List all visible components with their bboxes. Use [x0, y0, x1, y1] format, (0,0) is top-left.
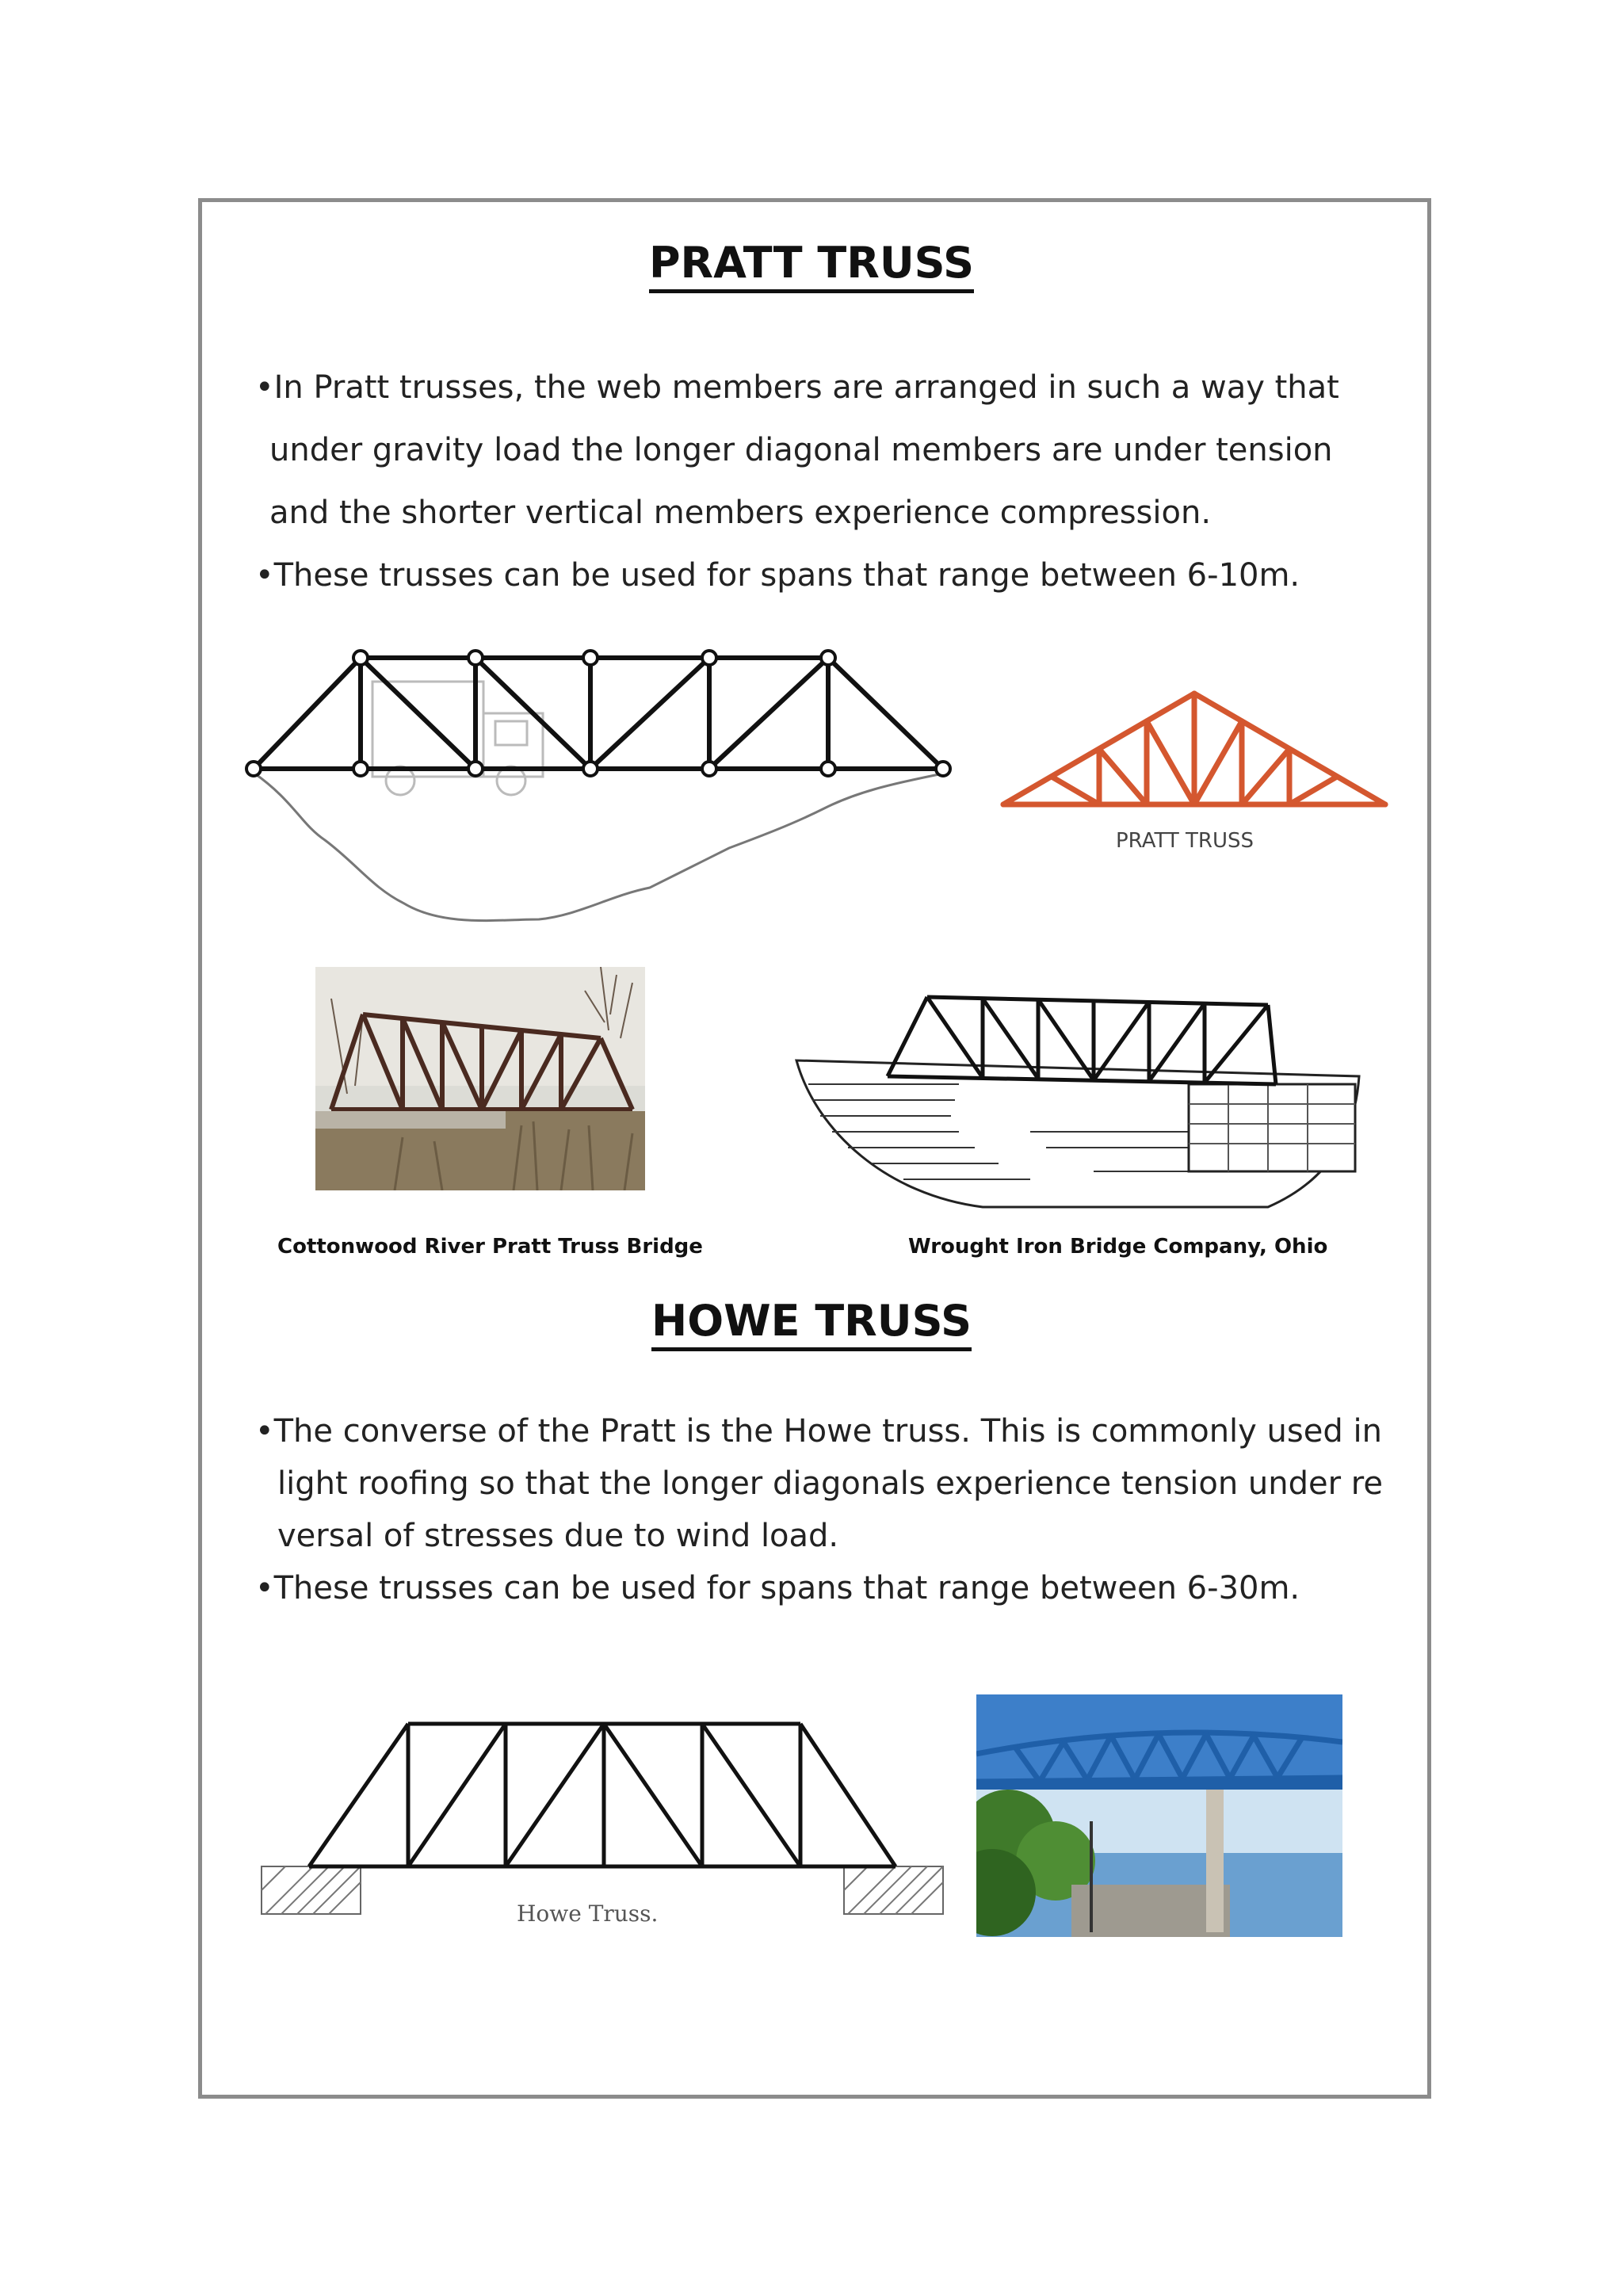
pratt-roof-truss-diagram: [999, 682, 1395, 808]
roof-truss-members: [1003, 693, 1385, 804]
pratt-bridge-diagram: [238, 634, 959, 935]
cottonwood-bridge-photo: [315, 967, 645, 1190]
howe-title-text: HOWE TRUSS: [651, 1296, 972, 1351]
pratt-bullet-1-line-3: and the shorter vertical members experience compression.: [269, 495, 1212, 531]
pratt-truss-members: [254, 658, 943, 769]
stone-pier: [1189, 1084, 1355, 1171]
caption-cottonwood: Cottonwood River Pratt Truss Bridge: [277, 1235, 703, 1259]
pratt-title: [0, 238, 1623, 288]
pratt-bullet-1-line-2: under gravity load the longer diagonal members are under tension: [269, 432, 1333, 468]
howe-truss-diagram: [258, 1704, 947, 1926]
howe-bullet-1: •The converse of the Pratt is the Howe truss. This is commonly used in: [255, 1413, 1382, 1450]
bridge-pier: [1206, 1790, 1224, 1932]
howe-title: [0, 1296, 1623, 1346]
blue-bridge-photo: [976, 1694, 1342, 1937]
howe-bullet-1-line-2: light roofing so that the longer diagonals experience tension under re: [277, 1465, 1383, 1502]
pratt-bullet-2: •These trusses can be used for spans that range between 6-10m.: [255, 557, 1300, 594]
howe-diagram-label: Howe Truss.: [517, 1901, 659, 1927]
pratt-title-text: PRATT TRUSS: [649, 238, 974, 293]
pratt-bullet-1: •In Pratt trusses, the web members are arranged in such a way that: [255, 369, 1339, 406]
howe-bullet-2: •These trusses can be used for spans that range between 6-30m.: [255, 1570, 1300, 1606]
caption-wrought-iron: Wrought Iron Bridge Company, Ohio: [908, 1235, 1328, 1259]
howe-bullet-1-line-3: versal of stresses due to wind load.: [277, 1518, 839, 1554]
howe-truss-members: [309, 1724, 896, 1866]
roof-truss-label: PRATT TRUSS: [1116, 829, 1254, 853]
wrought-iron-bridge-engraving: [792, 973, 1363, 1211]
river-bank-line: [254, 773, 943, 921]
